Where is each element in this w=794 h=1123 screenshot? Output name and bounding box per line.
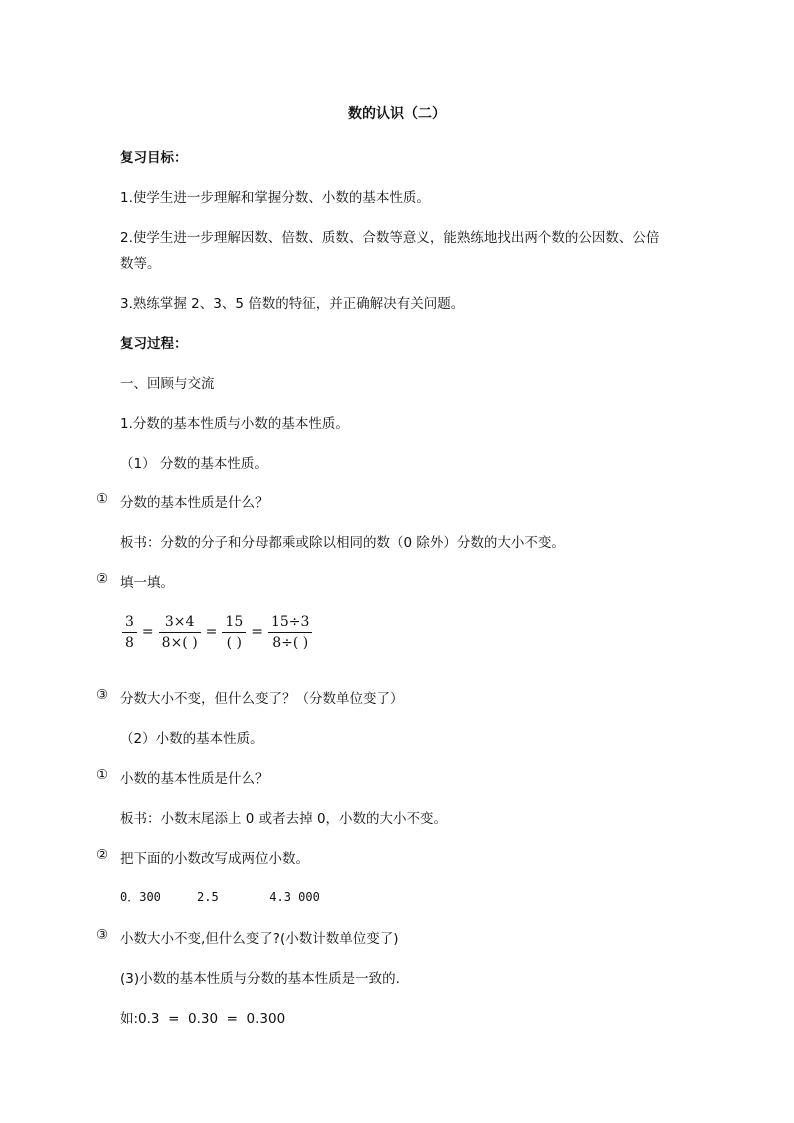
question-3 bbox=[96, 687, 404, 707]
fraction-equation bbox=[120, 610, 314, 654]
fraction-3 bbox=[222, 613, 246, 652]
fraction-4 bbox=[268, 613, 312, 652]
sub-heading-3: (3)小数的基本性质与分数的基本性质是一致的. bbox=[120, 971, 400, 987]
fraction-bar bbox=[268, 632, 312, 633]
goals-heading: 复习目标： bbox=[120, 150, 188, 166]
question-4 bbox=[96, 767, 269, 787]
question-4-text: 小数的基本性质是什么？ bbox=[120, 771, 269, 787]
fraction-bar bbox=[159, 632, 201, 633]
sub-heading-1: （1） 分数的基本性质。 bbox=[120, 456, 268, 472]
example-line: 如:0.3 = 0.30 = 0.300 bbox=[120, 1011, 286, 1027]
goal-1: 1.使学生进一步理解和掌握分数、小数的基本性质。 bbox=[120, 190, 430, 206]
circled-number-3: ③ bbox=[96, 927, 109, 943]
board-note-2: 板书：小数末尾添上 0 或者去掉 0，小数的大小不变。 bbox=[120, 811, 448, 827]
process-heading: 复习过程： bbox=[120, 336, 188, 352]
section-1-heading: 一、回顾与交流 bbox=[120, 376, 215, 392]
page-title: 数的认识（二） bbox=[348, 106, 446, 122]
fraction-2 bbox=[159, 613, 201, 652]
decimal-list: 0．300 2.5 4.3 000 bbox=[120, 890, 320, 904]
item-1: 1.分数的基本性质与小数的基本性质。 bbox=[120, 416, 349, 432]
circled-number-2: ② bbox=[96, 571, 109, 587]
circled-number-3: ③ bbox=[96, 687, 109, 703]
goal-3: 3.熟练掌握 2、3、5 倍数的特征，并正确解决有关问题。 bbox=[120, 296, 465, 312]
fraction-2-denominator[interactable]: 8×( ) bbox=[161, 634, 198, 651]
fraction-4-denominator[interactable]: 8÷( ) bbox=[272, 634, 309, 651]
question-5 bbox=[96, 847, 309, 867]
board-note-1: 板书：分数的分子和分母都乘或除以相同的数（0 除外）分数的大小不变。 bbox=[120, 535, 565, 551]
fraction-4-numerator: 15÷3 bbox=[270, 613, 310, 630]
equals-sign: = bbox=[205, 624, 218, 640]
goal-2-continued: 数等。 bbox=[120, 256, 161, 272]
fraction-3-denominator[interactable]: ( ) bbox=[226, 634, 242, 651]
circled-number-1: ① bbox=[96, 767, 109, 783]
question-1-text: 分数的基本性质是什么？ bbox=[120, 495, 269, 511]
question-2 bbox=[96, 571, 174, 591]
question-5-text: 把下面的小数改写成两位小数。 bbox=[120, 851, 309, 867]
fraction-1-numerator: 3 bbox=[125, 613, 134, 630]
fraction-bar bbox=[122, 632, 137, 633]
question-2-text: 填一填。 bbox=[120, 575, 174, 591]
question-6-text: 小数大小不变,但什么变了?(小数计数单位变了) bbox=[120, 931, 399, 947]
fraction-bar bbox=[222, 632, 246, 633]
equals-sign: = bbox=[251, 624, 263, 640]
fraction-3-numerator: 15 bbox=[225, 613, 244, 630]
question-6 bbox=[96, 927, 399, 947]
fraction-1-denominator: 8 bbox=[125, 634, 134, 651]
question-3-text: 分数大小不变，但什么变了？（分数单位变了） bbox=[120, 691, 404, 707]
fraction-2-numerator: 3×4 bbox=[164, 613, 195, 630]
question-1 bbox=[96, 491, 269, 511]
goal-2: 2.使学生进一步理解因数、倍数、质数、合数等意义，能熟练地找出两个数的公因数、公倍 bbox=[120, 230, 660, 246]
circled-number-1: ① bbox=[96, 491, 109, 507]
sub-heading-2: （2）小数的基本性质。 bbox=[120, 731, 264, 747]
equals-sign: = bbox=[141, 624, 154, 640]
fraction-1 bbox=[122, 613, 137, 652]
circled-number-2: ② bbox=[96, 847, 109, 863]
